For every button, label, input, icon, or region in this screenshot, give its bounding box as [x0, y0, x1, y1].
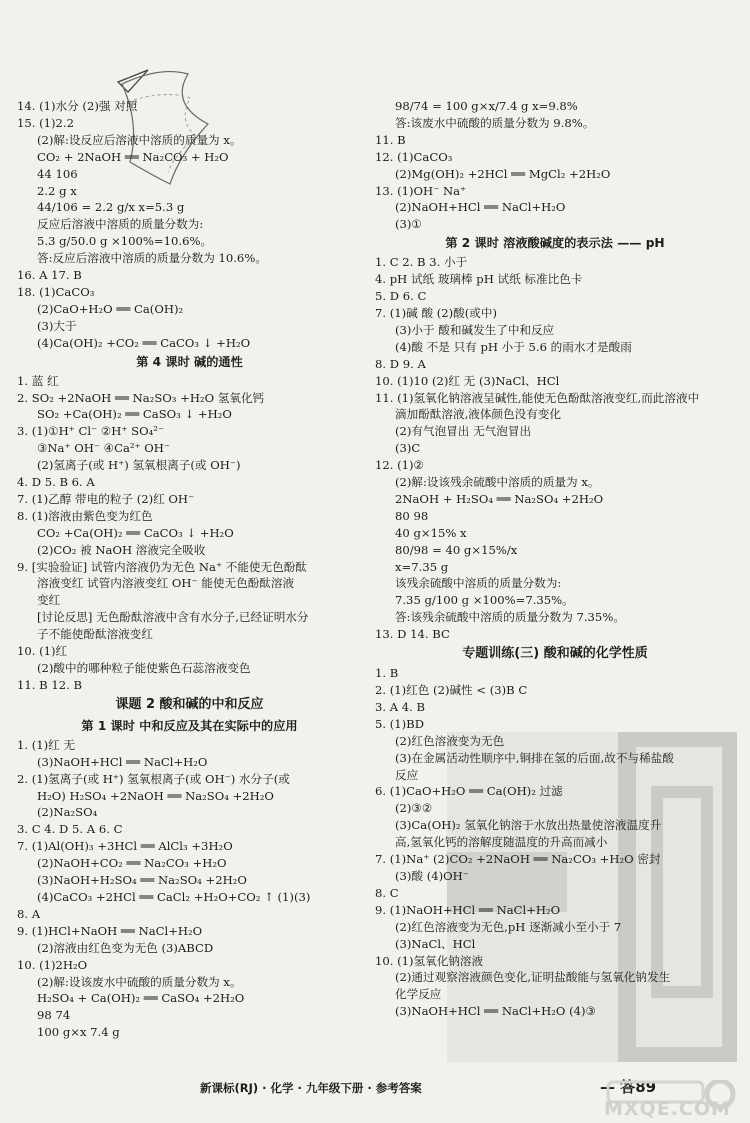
- answer-line: 2. (1)氢离子(或 H⁺) 氢氧根离子(或 OH⁻) 水分子(或: [17, 771, 290, 786]
- answer-line: 1. 蓝 红: [17, 373, 59, 388]
- answer-line: 5.3 g/50.0 g ×100%=10.6%。: [37, 234, 213, 249]
- answer-line: (2)溶液由红色变为无色 (3)ABCD: [37, 940, 214, 955]
- answer-line: 15. (1)2.2: [17, 115, 74, 130]
- answer-line: 10. (1)10 (2)红 无 (3)NaCl、HCl: [375, 373, 560, 388]
- answer-line: (3)在金属活动性顺序中,铜排在氢的后面,故不与稀盐酸: [395, 750, 674, 765]
- answer-line: 答:该废水中硫酸的质量分数为 9.8%。: [395, 115, 595, 130]
- answer-line: 11. B: [375, 132, 406, 147]
- answer-line: 8. (1)溶液由紫色变为红色: [17, 508, 153, 523]
- answer-line: 反应后溶液中溶质的质量分数为:: [37, 217, 204, 232]
- answer-line: x=7.35 g: [395, 559, 449, 574]
- answer-line: 3. (1)①H⁺ Cl⁻ ②H⁺ SO₄²⁻: [17, 424, 165, 439]
- answer-line: (3)酸 (4)OH⁻: [395, 868, 469, 883]
- answer-line: 10. (1)氢氧化钠溶液: [375, 953, 484, 968]
- answer-line: (3)小于 酸和碱发生了中和反应: [395, 322, 555, 337]
- answer-line: 4. pH 试纸 玻璃棒 pH 试纸 标准比色卡: [375, 272, 583, 287]
- answer-line: 80 98: [395, 508, 429, 523]
- answer-line: H₂SO₄ + Ca(OH)₂ ══ CaSO₄ +2H₂O: [37, 991, 245, 1006]
- section-heading: 第 4 课时 碱的通性: [136, 354, 243, 369]
- answer-line: 98 74: [37, 1008, 71, 1023]
- page-footer: 新课标(RJ) · 化学 · 九年级下册 · 参考答案: [200, 1081, 422, 1095]
- section-heading: 课题 2 酸和碱的中和反应: [115, 696, 264, 712]
- answer-line: 5. (1)BD: [375, 716, 424, 731]
- answer-line: [讨论反思] 无色酚酞溶液中含有水分子,已经证明水分: [37, 610, 309, 625]
- answer-line: 化学反应: [395, 987, 442, 1002]
- answer-line: 变红: [37, 593, 61, 608]
- answer-line: (3)Ca(OH)₂ 氢氧化钠溶于水放出热量使溶液温度升: [395, 818, 662, 833]
- answer-line: 14. (1)水分 (2)强 对照: [17, 99, 138, 113]
- answer-line: (2)NaOH+HCl ══ NaCl+H₂O: [395, 200, 566, 215]
- answer-line: SO₂ +Ca(OH)₂ ══ CaSO₃ ↓ +H₂O: [37, 407, 232, 422]
- answer-line: 11. B 12. B: [17, 677, 82, 692]
- answer-line: (2)CO₂ 被 NaOH 溶液完全吸收: [37, 542, 206, 557]
- answer-line: 1. C 2. B 3. 小于: [375, 255, 468, 270]
- answer-line: 答:反应后溶液中溶质的质量分数为 10.6%。: [37, 251, 267, 266]
- answer-line: (3)①: [395, 217, 422, 232]
- answer-line: (2)通过观察溶液颜色变化,证明盐酸能与氢氧化钠发生: [395, 970, 671, 985]
- answer-line: 44/106 = 2.2 g/x x=5.3 g: [37, 200, 185, 215]
- answer-line: CO₂ +Ca(OH)₂ ══ CaCO₃ ↓ +H₂O: [37, 525, 234, 540]
- answer-line: 9. [实验验证] 试管内溶液仍为无色 Na⁺ 不能使无色酚酞: [17, 559, 307, 574]
- answer-line: 40 g×15% x: [395, 525, 467, 540]
- answer-line: H₂O) H₂SO₄ +2NaOH ══ Na₂SO₄ +2H₂O: [37, 788, 274, 803]
- answer-line: 11. (1)氢氧化钠溶液呈碱性,能使无色酚酞溶液变红,而此溶液中: [375, 390, 700, 405]
- answer-line: (2)解:设反应后溶液中溶质的质量为 x。: [37, 132, 242, 147]
- answer-line: (3)NaOH+H₂SO₄ ══ Na₂SO₄ +2H₂O: [37, 873, 247, 888]
- answer-line: 4. D 5. B 6. A: [17, 475, 95, 490]
- watermark-text: MXQE.COM: [604, 1098, 731, 1120]
- answer-line: 100 g×x 7.4 g: [37, 1025, 120, 1040]
- answer-line: 8. A: [17, 906, 41, 921]
- section-heading: 第 1 课时 中和反应及其在实际中的应用: [81, 718, 298, 733]
- answer-line: 3. A 4. B: [375, 699, 426, 714]
- answer-line: CO₂ + 2NaOH ══ Na₂CO₃ + H₂O: [37, 149, 229, 164]
- answer-line: (3)C: [395, 441, 421, 456]
- answer-line: (3)大于: [37, 318, 77, 333]
- answer-line: (4)Ca(OH)₂ +CO₂ ══ CaCO₃ ↓ +H₂O: [37, 335, 251, 350]
- answer-line: (3)NaOH+HCl ══ NaCl+H₂O (4)③: [395, 1004, 596, 1019]
- section-heading: 第 2 课时 溶液酸碱度的表示法 —— pH: [445, 236, 665, 251]
- answer-line: 该残余硫酸中溶质的质量分数为:: [395, 576, 562, 591]
- answer-line: 7. (1)Na⁺ (2)CO₂ +2NaOH ══ Na₂CO₃ +H₂O 密封: [375, 852, 661, 867]
- answer-line: 16. A 17. B: [17, 268, 82, 283]
- answer-line: 8. C: [375, 885, 399, 900]
- answer-line: 5. D 6. C: [375, 289, 427, 304]
- answer-line: 12. (1)CaCO₃: [375, 149, 453, 164]
- answer-line: 3. C 4. D 5. A 6. C: [17, 822, 123, 837]
- answer-line: (2)氢离子(或 H⁺) 氢氧根离子(或 OH⁻): [37, 458, 241, 473]
- answer-line: (2)解:设该残余硫酸中溶质的质量为 x。: [395, 475, 600, 490]
- answer-line: 9. (1)NaOH+HCl ══ NaCl+H₂O: [375, 902, 561, 917]
- answer-line: (2)酸中的哪种粒子能使紫色石蕊溶液变色: [37, 661, 251, 675]
- answer-line: 1. (1)红 无: [17, 737, 76, 752]
- answer-line: 2. SO₂ +2NaOH ══ Na₂SO₃ +H₂O 氢氧化钙: [17, 390, 265, 405]
- answer-line: 高,氢氧化钙的溶解度随温度的升高而减小: [395, 835, 608, 850]
- answer-line: (2)解:设该废水中硫酸的质量分数为 x。: [37, 974, 242, 989]
- answer-line: 溶液变红 试管内溶液变红 OH⁻ 能使无色酚酞溶液: [37, 576, 295, 591]
- right-column: [375, 98, 735, 1020]
- answer-line: 2.2 g x: [37, 183, 77, 198]
- answer-line: (2)红色溶液变为无色: [395, 733, 505, 748]
- answer-line: (2)③②: [395, 801, 433, 816]
- answer-line: 7. (1)碱 酸 (2)酸(或中): [375, 305, 497, 320]
- answer-line: 18. (1)CaCO₃: [17, 284, 95, 299]
- section-heading: 专题训练(三) 酸和碱的化学性质: [462, 646, 648, 662]
- answer-line: ③Na⁺ OH⁻ ④Ca²⁺ OH⁻: [37, 441, 171, 456]
- answer-line: (2)有气泡冒出 无气泡冒出: [395, 424, 532, 439]
- answer-line: 反应: [395, 767, 419, 782]
- answer-line: 12. (1)②: [375, 458, 424, 473]
- answer-line: (4)酸 不是 只有 pH 小于 5.6 的雨水才是酸雨: [395, 339, 632, 354]
- answer-line: 8. D 9. A: [375, 356, 426, 371]
- answer-line: 1. B: [375, 666, 399, 681]
- answer-line: 2NaOH + H₂SO₄ ══ Na₂SO₄ +2H₂O: [395, 491, 604, 506]
- answer-line: (3)NaOH+HCl ══ NaCl+H₂O: [37, 754, 208, 769]
- left-column: [17, 98, 362, 1041]
- answer-line: (2)NaOH+CO₂ ══ Na₂CO₃ +H₂O: [37, 856, 227, 871]
- answer-line: 子不能使酚酞溶液变红: [37, 627, 153, 642]
- answer-line: 答:该残余硫酸中溶质的质量分数为 7.35%。: [395, 610, 625, 625]
- answer-line: (3)NaCl、HCl: [395, 936, 476, 951]
- answer-line: 44 106: [37, 166, 78, 181]
- page-number: — 答89: [600, 1078, 657, 1096]
- answer-line: 2. (1)红色 (2)碱性 < (3)B C: [375, 683, 528, 697]
- answer-line: 7. (1)Al(OH)₃ +3HCl ══ AlCl₃ +3H₂O: [17, 839, 233, 854]
- answer-line: 6. (1)CaO+H₂O ══ Ca(OH)₂ 过滤: [375, 784, 563, 799]
- answer-line: 80/98 = 40 g×15%/x: [395, 542, 518, 557]
- answer-line: 7. (1)乙醇 带电的粒子 (2)红 OH⁻: [17, 491, 195, 506]
- answer-line: 7.35 g/100 g ×100%=7.35%。: [395, 593, 574, 608]
- answer-line: 13. D 14. BC: [375, 627, 450, 642]
- answer-line: 13. (1)OH⁻ Na⁺: [375, 183, 467, 198]
- answer-line: (2)Na₂SO₄: [37, 805, 98, 820]
- answer-line: (2)红色溶液变为无色,pH 逐渐减小至小于 7: [395, 919, 622, 934]
- answer-line: (2)CaO+H₂O ══ Ca(OH)₂: [37, 301, 184, 316]
- answer-line: (4)CaCO₃ +2HCl ══ CaCl₂ +H₂O+CO₂ ↑ (1)(3): [37, 889, 311, 904]
- answer-line: 98/74 = 100 g×x/7.4 g x=9.8%: [395, 99, 578, 113]
- answer-line: 10. (1)红: [17, 644, 68, 659]
- answer-line: 9. (1)HCl+NaOH ══ NaCl+H₂O: [17, 923, 203, 938]
- answer-line: 10. (1)2H₂O: [17, 957, 88, 972]
- answer-line: 滴加酚酞溶液,液体颜色没有变化: [395, 407, 561, 422]
- answer-line: (2)Mg(OH)₂ +2HCl ══ MgCl₂ +2H₂O: [395, 166, 611, 181]
